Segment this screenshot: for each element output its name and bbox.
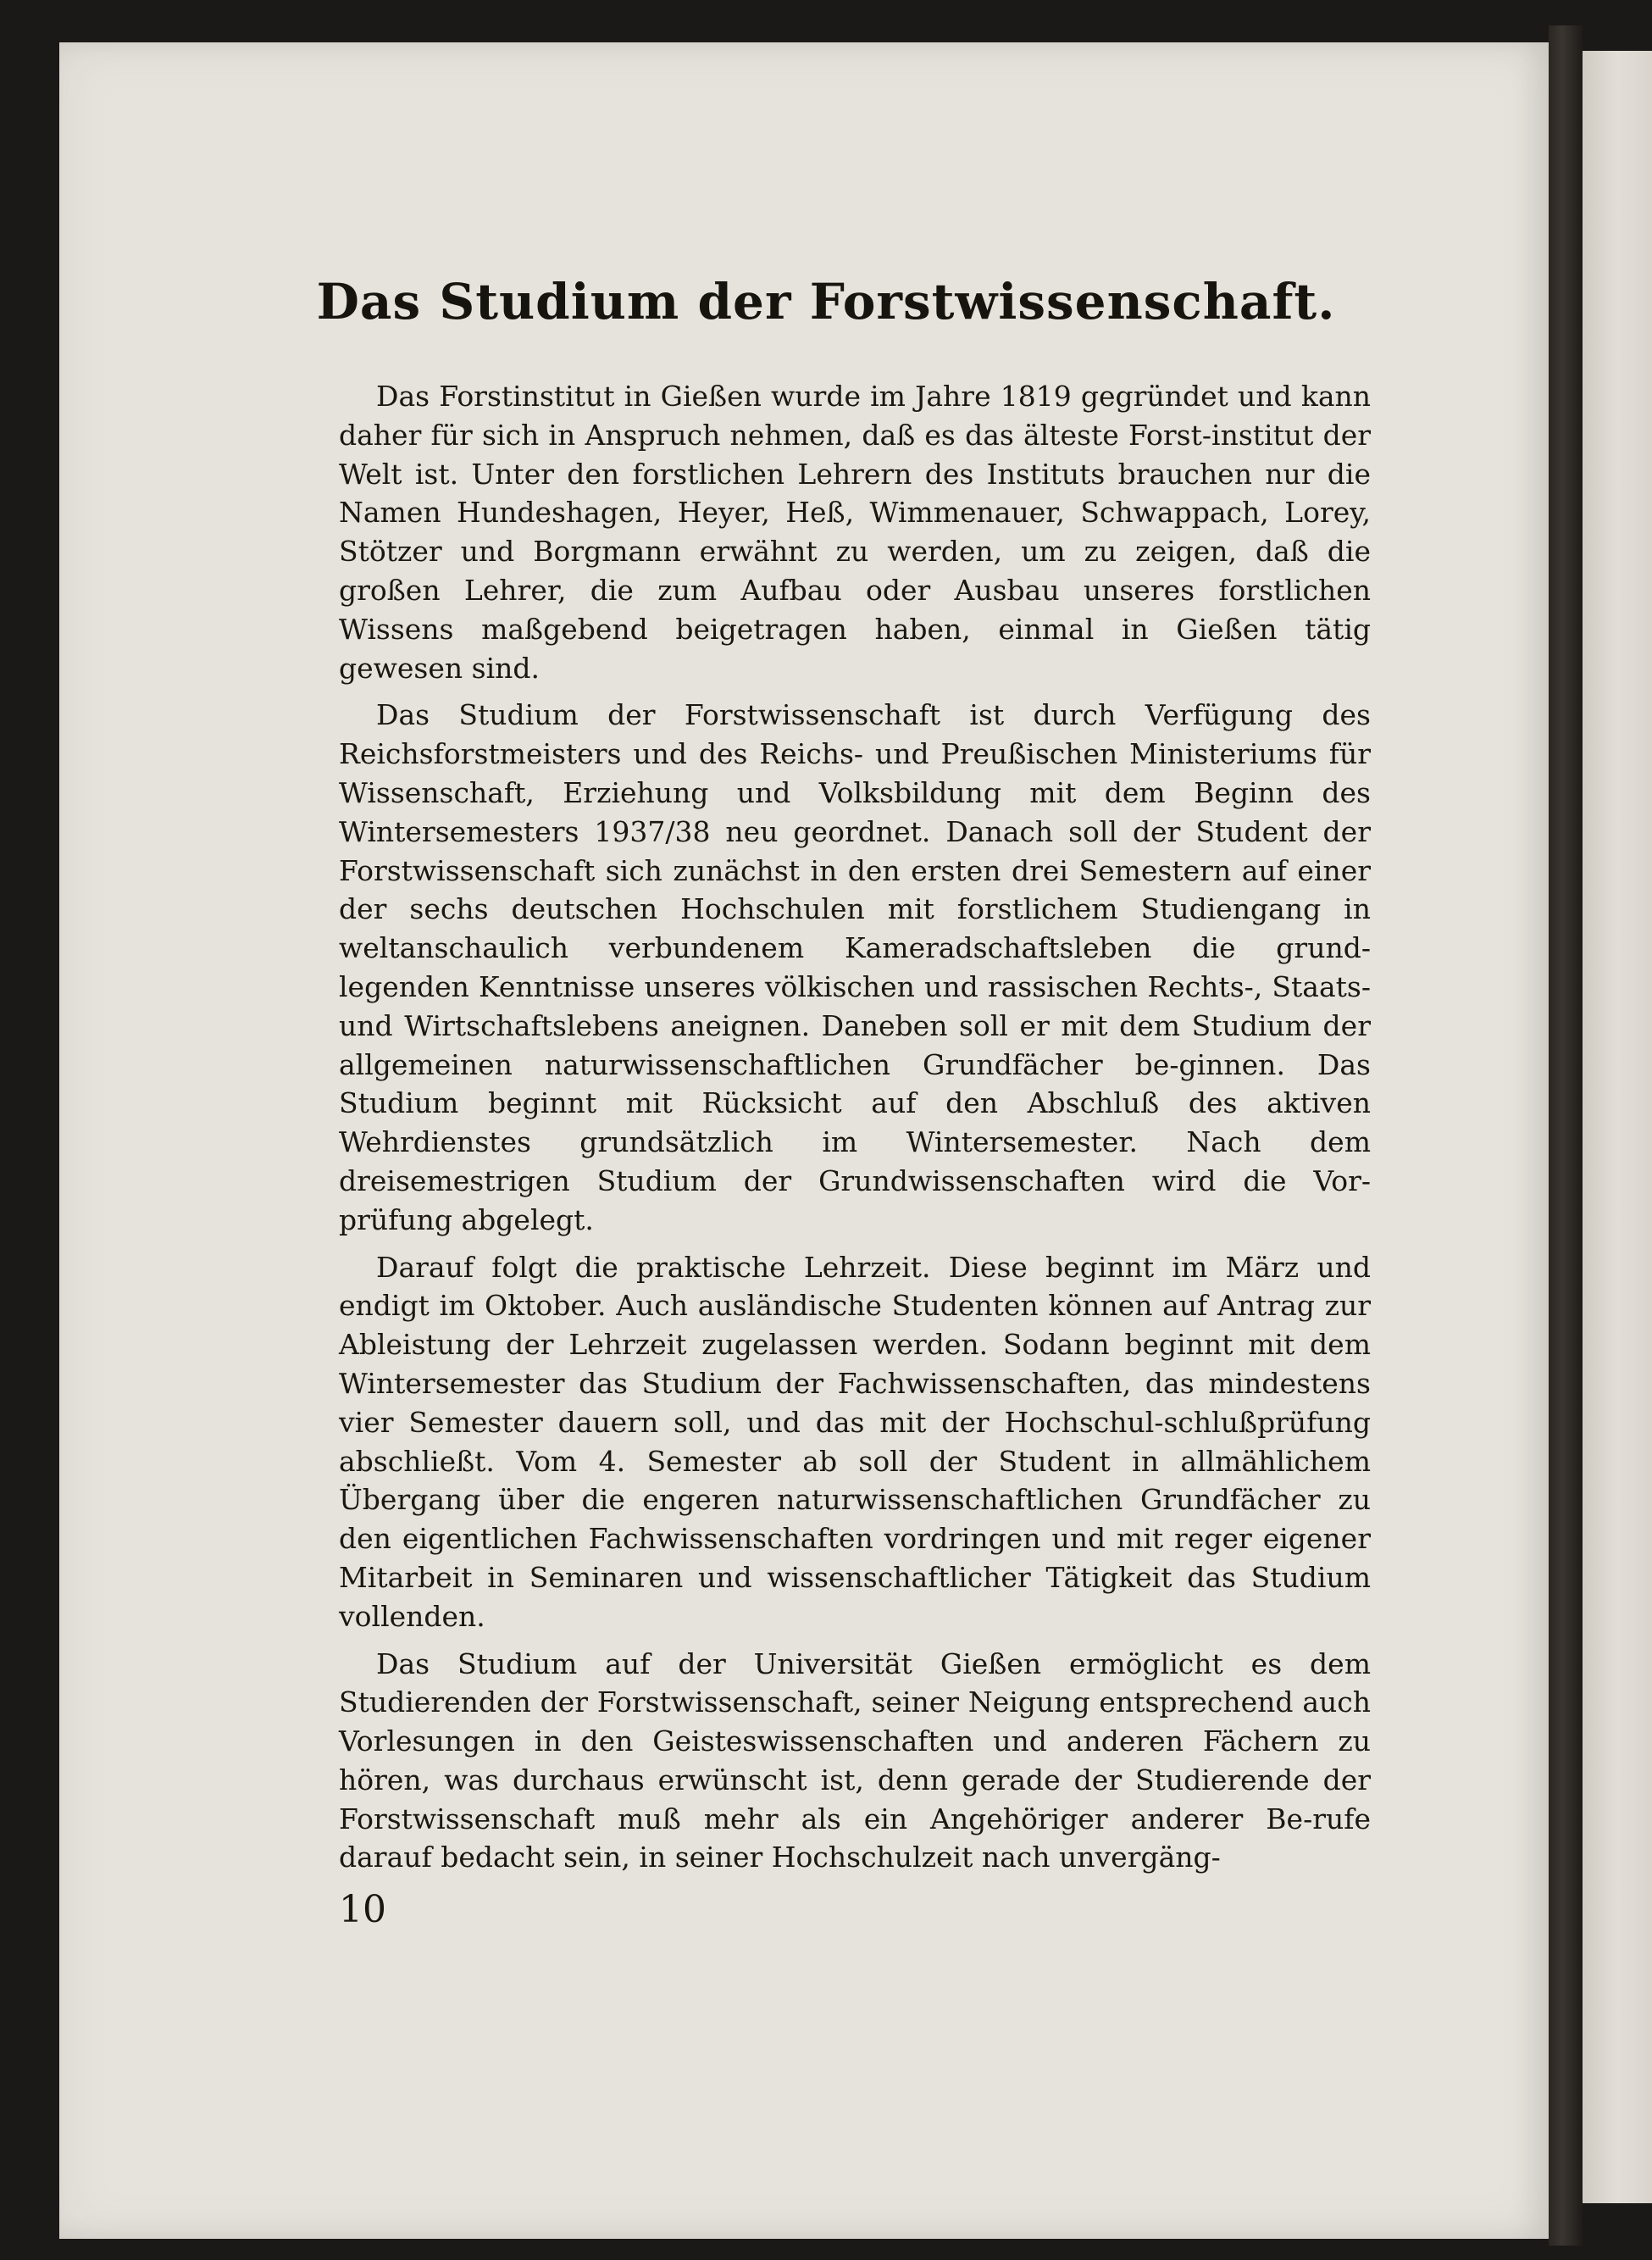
paragraph: Darauf folgt die praktische Lehrzeit. Diese beginnt im März und endigt im Oktober. Auch ausländische Studenten können auf Antrag zur Ableistung der Lehrzeit zugelassen werden. Sodann beginnt mit dem Wintersemester das Studium der Fachwissenschaften, das mindestens vier Semester dauern soll, und das mit der Hochschul-schlußprüfung abschließt. Vom 4. Semester ab soll der Student in allmählichem Übergang über die engeren naturwissenschaftlichen Grundfächer zu den eigentlichen Fachwissenschaften vordringen und mit reger eigener Mitarbeit in Seminaren und wissenschaftlicher Tätigkeit das Studium vollenden.	[339, 1250, 1371, 1633]
paragraph: Das Forstinstitut in Gießen wurde im Jahre 1819 gegründet und kann daher für sich in Anspruch nehmen, daß es das älteste Forst-institut der Welt ist. Unter den forstlichen Lehrern des Instituts brauchen nur die Namen Hundeshagen, Heyer, Heß, Wimmenauer, Schwappach, Lorey, Stötzer und Borgmann erwähnt zu werden, um zu zeigen, daß die großen Lehrer, die zum Aufbau oder Ausbau unseres forstlichen Wissens maßgebend beigetragen haben, einmal in Gießen tätig gewesen sind.	[339, 380, 1371, 685]
page-title: Das Studium der Forstwissenschaft.	[316, 273, 1336, 330]
book-gutter	[1549, 25, 1583, 2246]
page-number: 10	[339, 1888, 386, 1931]
adjacent-page-edge	[1583, 51, 1652, 2203]
body-text	[339, 377, 1371, 1885]
paragraph: Das Studium auf der Universität Gießen ermöglicht es dem Studierenden der Forstwissenschaft, seiner Neigung entsprechend auch Vorlesungen in den Geisteswissenschaften und anderen Fächern zu hören, was durchaus erwünscht ist, denn gerade der Studierende der Forstwissenschaft muß mehr als ein Angehöriger anderer Be-rufe darauf bedacht sein, in seiner Hochschulzeit nach unvergäng-	[339, 1646, 1371, 1874]
paragraph: Das Studium der Forstwissenschaft ist durch Verfügung des Reichsforstmeisters und des Reichs- und Preußischen Ministeriums für Wissenschaft, Erziehung und Volksbildung mit dem Beginn des Wintersemesters 1937/38 neu geordnet. Danach soll der Student der Forstwissenschaft sich zunächst in den ersten drei Semestern auf einer der sechs deutschen Hochschulen mit forstlichem Studiengang in weltanschaulich verbundenem Kameradschaftsleben die grund-legenden Kenntnisse unseres völkischen und rassischen Rechts-, Staats- und Wirtschaftslebens aneignen. Daneben soll er mit dem Studium der allgemeinen naturwissenschaftlichen Grundfächer be-ginnen. Das Studium beginnt mit Rücksicht auf den Abschluß des aktiven Wehrdienstes grundsätzlich im Wintersemester. Nach dem dreisemestrigen Studium der Grundwissenschaften wird die Vor-prüfung abgelegt.	[339, 698, 1371, 1236]
